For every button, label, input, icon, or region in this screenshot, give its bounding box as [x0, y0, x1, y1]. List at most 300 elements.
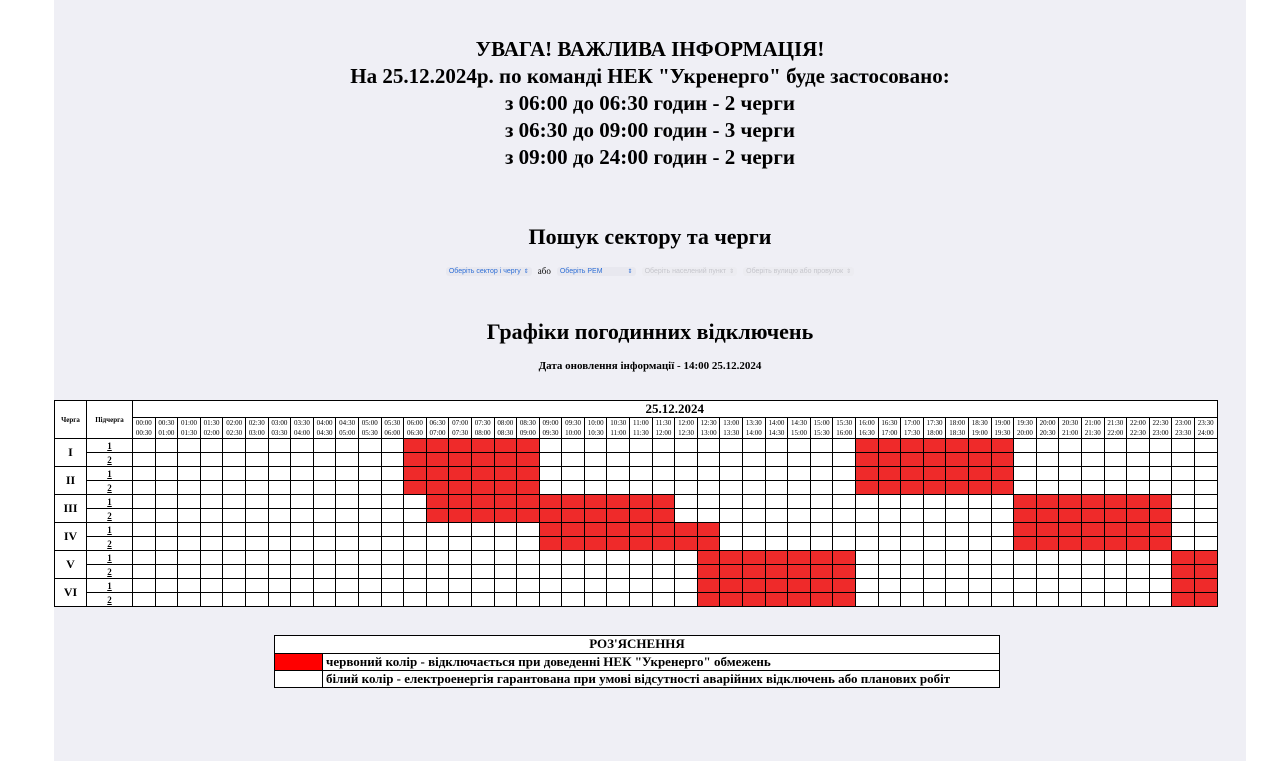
slot-power-on: [1036, 593, 1059, 607]
slot-power-on: [562, 579, 585, 593]
slot-power-on: [810, 481, 833, 495]
slot-power-on: [901, 523, 924, 537]
slot-outage: [1059, 509, 1082, 523]
slot-outage: [788, 565, 811, 579]
subqueue-link[interactable]: 1: [107, 440, 112, 451]
slot-power-on: [991, 565, 1014, 579]
slot-outage: [1172, 551, 1195, 565]
slot-power-on: [133, 565, 156, 579]
slot-outage: [1059, 495, 1082, 509]
slot-power-on: [494, 593, 517, 607]
subqueue-link[interactable]: 2: [107, 594, 112, 605]
chevron-updown-icon: ⇕: [627, 268, 633, 275]
slot-end-time: 13:30: [720, 428, 743, 439]
slot-outage: [584, 537, 607, 551]
slot-outage: [562, 537, 585, 551]
slot-power-on: [765, 453, 788, 467]
sector-select[interactable]: [446, 267, 532, 276]
slot-power-on: [810, 495, 833, 509]
slot-power-on: [901, 537, 924, 551]
slot-outage: [517, 509, 540, 523]
slot-power-on: [313, 453, 336, 467]
slot-outage: [743, 593, 766, 607]
slot-power-on: [133, 593, 156, 607]
slot-power-on: [1059, 593, 1082, 607]
schedule-row: [55, 579, 1218, 593]
outage-schedule-table: [54, 400, 1218, 607]
slot-power-on: [245, 481, 268, 495]
slot-power-on: [697, 495, 720, 509]
slot-power-on: [1104, 579, 1127, 593]
subqueue-cell: [87, 565, 133, 579]
slot-power-on: [471, 565, 494, 579]
queue-label: II: [55, 467, 87, 495]
slot-power-on: [675, 509, 698, 523]
slot-power-on: [178, 565, 201, 579]
slot-power-on: [878, 593, 901, 607]
subqueue-link[interactable]: 2: [107, 538, 112, 549]
slot-power-on: [313, 523, 336, 537]
slot-power-on: [178, 467, 201, 481]
slot-power-on: [539, 439, 562, 453]
slot-end-time: 17:30: [901, 428, 924, 439]
slot-power-on: [607, 467, 630, 481]
slot-power-on: [336, 551, 359, 565]
slot-power-on: [494, 523, 517, 537]
slot-power-on: [336, 453, 359, 467]
slot-outage: [833, 593, 856, 607]
slot-power-on: [720, 453, 743, 467]
legend-white-swatch: [275, 671, 323, 688]
subqueue-link[interactable]: 2: [107, 482, 112, 493]
subqueue-cell: [87, 439, 133, 453]
slot-power-on: [991, 509, 1014, 523]
slot-power-on: [562, 565, 585, 579]
slot-power-on: [178, 593, 201, 607]
slot-outage: [946, 481, 969, 495]
slot-power-on: [1172, 467, 1195, 481]
notice-line: УВАГА! ВАЖЛИВА ІНФОРМАЦІЯ!: [475, 37, 825, 61]
slot-end-time: 10:30: [584, 428, 607, 439]
slot-power-on: [743, 537, 766, 551]
slot-power-on: [833, 439, 856, 453]
slot-power-on: [923, 523, 946, 537]
slot-power-on: [336, 593, 359, 607]
slot-outage: [743, 565, 766, 579]
slot-outage: [810, 593, 833, 607]
subqueue-link[interactable]: 1: [107, 580, 112, 591]
slot-power-on: [1081, 453, 1104, 467]
subqueue-link[interactable]: 2: [107, 510, 112, 521]
subqueue-link[interactable]: 2: [107, 454, 112, 465]
slot-power-on: [788, 523, 811, 537]
queue-label: III: [55, 495, 87, 523]
subqueue-link[interactable]: 1: [107, 552, 112, 563]
slot-power-on: [901, 593, 924, 607]
schedule-row: [55, 495, 1218, 509]
street-select-label: Оберіть вулицю або провулок: [746, 267, 844, 275]
schedule-row: [55, 509, 1218, 523]
slot-power-on: [426, 537, 449, 551]
slot-power-on: [268, 509, 291, 523]
slot-power-on: [878, 537, 901, 551]
slot-outage: [720, 565, 743, 579]
legend-red-text: червоний колір - відключається при доведенні НЕК "Укренерго" обмежень: [323, 654, 1000, 671]
slot-power-on: [810, 467, 833, 481]
slot-power-on: [449, 565, 472, 579]
graphs-title: Графіки погодинних відключень: [486, 319, 814, 344]
slot-end-time: 02:30: [223, 428, 246, 439]
slot-power-on: [968, 495, 991, 509]
slot-power-on: [336, 523, 359, 537]
street-select[interactable]: [743, 267, 854, 276]
slot-power-on: [155, 551, 178, 565]
queue-label: V: [55, 551, 87, 579]
slot-power-on: [697, 509, 720, 523]
slot-power-on: [946, 579, 969, 593]
slot-power-on: [810, 537, 833, 551]
slot-power-on: [449, 593, 472, 607]
schedule-row: [55, 523, 1218, 537]
slot-power-on: [743, 481, 766, 495]
slot-power-on: [946, 523, 969, 537]
slot-power-on: [697, 453, 720, 467]
slot-power-on: [878, 523, 901, 537]
slot-power-on: [381, 467, 404, 481]
slot-power-on: [584, 481, 607, 495]
slot-power-on: [381, 551, 404, 565]
slot-outage: [968, 467, 991, 481]
slot-power-on: [200, 453, 223, 467]
slot-power-on: [517, 537, 540, 551]
slot-power-on: [200, 495, 223, 509]
slot-power-on: [923, 593, 946, 607]
slot-outage: [449, 439, 472, 453]
slot-outage: [1059, 523, 1082, 537]
slot-power-on: [607, 593, 630, 607]
slot-end-time: 18:00: [923, 428, 946, 439]
slot-power-on: [630, 481, 653, 495]
slot-outage: [697, 523, 720, 537]
slot-start-time: 05:30: [381, 418, 404, 429]
slot-power-on: [155, 509, 178, 523]
slot-outage: [810, 579, 833, 593]
slot-outage: [991, 453, 1014, 467]
slot-power-on: [946, 495, 969, 509]
slot-start-time: 06:30: [426, 418, 449, 429]
slot-power-on: [404, 509, 427, 523]
slot-power-on: [381, 453, 404, 467]
slot-outage: [697, 579, 720, 593]
slot-power-on: [1172, 495, 1195, 509]
subqueue-link[interactable]: 1: [107, 496, 112, 507]
slot-power-on: [743, 453, 766, 467]
slot-power-on: [223, 537, 246, 551]
slot-end-time: 18:30: [946, 428, 969, 439]
slot-power-on: [788, 537, 811, 551]
slot-end-time: 04:30: [313, 428, 336, 439]
slot-power-on: [607, 579, 630, 593]
slot-power-on: [313, 551, 336, 565]
slot-power-on: [878, 495, 901, 509]
slot-outage: [1036, 537, 1059, 551]
update-info: Дата оновлення інформації - 14:00 25.12.2024: [538, 360, 762, 372]
slot-power-on: [178, 579, 201, 593]
slot-power-on: [155, 439, 178, 453]
slot-power-on: [449, 523, 472, 537]
slot-power-on: [291, 439, 314, 453]
slot-power-on: [1014, 453, 1037, 467]
slot-power-on: [381, 579, 404, 593]
slot-outage: [810, 565, 833, 579]
slot-power-on: [245, 537, 268, 551]
slot-power-on: [223, 509, 246, 523]
slot-power-on: [539, 481, 562, 495]
slot-power-on: [404, 593, 427, 607]
slot-power-on: [1149, 439, 1172, 453]
slot-power-on: [471, 579, 494, 593]
slot-outage: [878, 439, 901, 453]
rem-select[interactable]: [557, 267, 636, 276]
slot-power-on: [313, 467, 336, 481]
slot-start-time: 00:00: [133, 418, 156, 429]
slot-outage: [471, 481, 494, 495]
slot-end-time: 23:00: [1149, 428, 1172, 439]
slot-power-on: [494, 565, 517, 579]
slot-power-on: [1036, 579, 1059, 593]
queue-label: I: [55, 439, 87, 467]
slot-outage: [471, 495, 494, 509]
slot-outage: [426, 509, 449, 523]
slot-power-on: [200, 467, 223, 481]
slot-power-on: [901, 565, 924, 579]
slot-power-on: [245, 453, 268, 467]
slot-start-time: 22:30: [1149, 418, 1172, 429]
slot-outage: [968, 481, 991, 495]
slot-power-on: [223, 593, 246, 607]
slot-end-time: 01:00: [155, 428, 178, 439]
slot-power-on: [1104, 565, 1127, 579]
slot-power-on: [901, 509, 924, 523]
slot-outage: [743, 579, 766, 593]
slot-outage: [449, 481, 472, 495]
slot-outage: [946, 453, 969, 467]
slot-power-on: [1059, 439, 1082, 453]
slot-power-on: [449, 537, 472, 551]
slot-power-on: [223, 439, 246, 453]
slot-power-on: [675, 565, 698, 579]
schedule-row: [55, 593, 1218, 607]
slot-power-on: [426, 579, 449, 593]
slot-power-on: [245, 551, 268, 565]
slot-power-on: [765, 495, 788, 509]
slot-outage: [1081, 509, 1104, 523]
slot-power-on: [291, 579, 314, 593]
slot-power-on: [788, 453, 811, 467]
slot-end-time: 08:30: [494, 428, 517, 439]
slot-end-time: 13:00: [697, 428, 720, 439]
slot-start-time: 10:00: [584, 418, 607, 429]
slot-power-on: [630, 467, 653, 481]
slot-power-on: [291, 537, 314, 551]
slot-power-on: [178, 551, 201, 565]
slot-power-on: [268, 523, 291, 537]
slot-power-on: [630, 439, 653, 453]
slot-power-on: [313, 537, 336, 551]
slot-power-on: [178, 495, 201, 509]
subqueue-link[interactable]: 1: [107, 468, 112, 479]
chevron-updown-icon: ⇕: [729, 268, 735, 275]
slot-power-on: [833, 495, 856, 509]
slot-outage: [1194, 579, 1217, 593]
slot-end-time: 23:30: [1172, 428, 1195, 439]
slot-power-on: [358, 593, 381, 607]
slot-outage: [856, 453, 879, 467]
slot-power-on: [155, 467, 178, 481]
slot-power-on: [652, 579, 675, 593]
slot-outage: [584, 495, 607, 509]
slot-power-on: [200, 537, 223, 551]
slot-outage: [607, 509, 630, 523]
slot-power-on: [1194, 537, 1217, 551]
slot-outage: [968, 439, 991, 453]
slot-outage: [1081, 495, 1104, 509]
slot-outage: [1104, 509, 1127, 523]
slot-outage: [494, 453, 517, 467]
subqueue-link[interactable]: 2: [107, 566, 112, 577]
subqueue-cell: [87, 551, 133, 565]
slot-power-on: [155, 453, 178, 467]
slot-power-on: [1059, 453, 1082, 467]
slot-power-on: [133, 467, 156, 481]
slot-outage: [494, 509, 517, 523]
slot-end-time: 06:00: [381, 428, 404, 439]
slot-outage: [743, 551, 766, 565]
slot-outage: [1194, 551, 1217, 565]
slot-start-time: 20:30: [1059, 418, 1082, 429]
rem-select-label: Оберіть РЕМ: [559, 267, 603, 275]
slot-start-time: 02:00: [223, 418, 246, 429]
slot-outage: [1081, 537, 1104, 551]
slot-outage: [1059, 537, 1082, 551]
slot-end-time: 22:30: [1127, 428, 1150, 439]
slot-outage: [1104, 523, 1127, 537]
slot-outage: [1081, 523, 1104, 537]
slot-power-on: [381, 565, 404, 579]
slot-outage: [404, 467, 427, 481]
slot-power-on: [607, 565, 630, 579]
slot-power-on: [607, 481, 630, 495]
sector-select-label: Оберіть сектор і чергу: [448, 267, 521, 275]
slot-power-on: [245, 579, 268, 593]
slot-outage: [539, 509, 562, 523]
slot-end-time: 15:00: [788, 428, 811, 439]
slot-power-on: [923, 551, 946, 565]
slot-power-on: [245, 495, 268, 509]
slot-power-on: [245, 593, 268, 607]
slot-power-on: [697, 467, 720, 481]
slot-power-on: [223, 579, 246, 593]
slot-power-on: [630, 551, 653, 565]
slot-power-on: [584, 467, 607, 481]
slot-outage: [652, 509, 675, 523]
notice-line: з 09:00 до 24:00 годин - 2 черги: [504, 145, 795, 169]
slot-power-on: [833, 537, 856, 551]
slot-power-on: [1127, 439, 1150, 453]
slot-end-time: 21:30: [1081, 428, 1104, 439]
schedule-date: 25.12.2024: [133, 401, 1218, 418]
slot-start-time: 00:30: [155, 418, 178, 429]
slot-end-time: 00:30: [133, 428, 156, 439]
slot-power-on: [245, 467, 268, 481]
settlement-select[interactable]: [642, 267, 738, 276]
slot-start-time: 09:30: [562, 418, 585, 429]
slot-power-on: [856, 523, 879, 537]
slot-outage: [404, 453, 427, 467]
slot-power-on: [178, 537, 201, 551]
slot-power-on: [720, 523, 743, 537]
slot-end-time: 08:00: [471, 428, 494, 439]
slot-start-time: 18:00: [946, 418, 969, 429]
queue-label: VI: [55, 579, 87, 607]
slot-outage: [1104, 537, 1127, 551]
slot-outage: [539, 537, 562, 551]
slot-start-time: 16:30: [878, 418, 901, 429]
slot-end-time: 21:00: [1059, 428, 1082, 439]
slot-outage: [652, 523, 675, 537]
slot-power-on: [245, 509, 268, 523]
slot-outage: [652, 537, 675, 551]
slot-power-on: [291, 593, 314, 607]
slot-outage: [697, 565, 720, 579]
slot-outage: [630, 523, 653, 537]
slot-end-time: 03:00: [245, 428, 268, 439]
slot-power-on: [381, 537, 404, 551]
slot-power-on: [630, 453, 653, 467]
subqueue-link[interactable]: 1: [107, 524, 112, 535]
slot-power-on: [517, 551, 540, 565]
slot-outage: [675, 523, 698, 537]
slot-power-on: [517, 579, 540, 593]
slot-start-time: 07:30: [471, 418, 494, 429]
slot-power-on: [991, 495, 1014, 509]
slot-outage: [675, 537, 698, 551]
slot-power-on: [223, 453, 246, 467]
slot-outage: [720, 579, 743, 593]
slot-power-on: [291, 453, 314, 467]
legend-table: [274, 635, 1000, 688]
slot-power-on: [1081, 551, 1104, 565]
slot-end-time: 09:00: [517, 428, 540, 439]
slot-outage: [765, 565, 788, 579]
slot-outage: [607, 495, 630, 509]
slot-power-on: [652, 439, 675, 453]
slot-outage: [630, 509, 653, 523]
slot-outage: [923, 453, 946, 467]
slot-end-time: 14:00: [743, 428, 766, 439]
slot-power-on: [539, 453, 562, 467]
slot-power-on: [810, 523, 833, 537]
slot-outage: [630, 495, 653, 509]
slot-power-on: [1194, 453, 1217, 467]
slot-end-time: 04:00: [291, 428, 314, 439]
slot-power-on: [381, 523, 404, 537]
slot-power-on: [358, 537, 381, 551]
slot-power-on: [155, 495, 178, 509]
slot-power-on: [358, 467, 381, 481]
slot-outage: [923, 467, 946, 481]
slot-power-on: [426, 565, 449, 579]
